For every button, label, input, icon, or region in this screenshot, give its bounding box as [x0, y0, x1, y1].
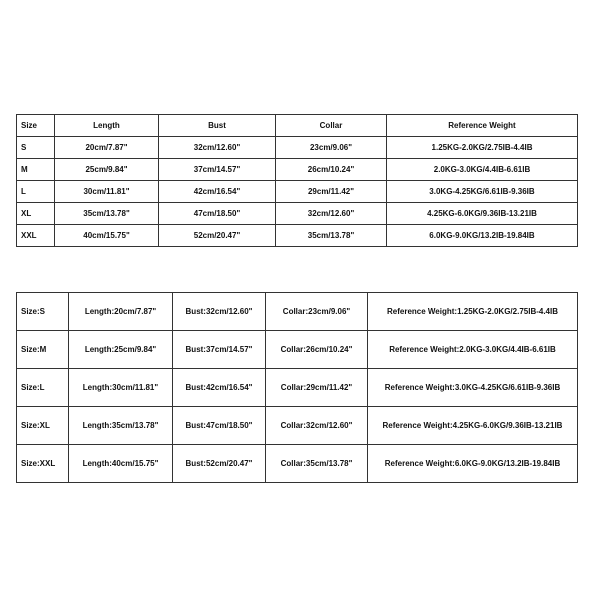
cell-reference-weight: Reference Weight:3.0KG-4.25KG/6.61IB-9.36IB [368, 369, 578, 407]
table-row [17, 225, 578, 247]
cell-size: M [17, 159, 55, 181]
table-header-row [17, 115, 578, 137]
cell-reference-weight: 6.0KG-9.0KG/13.2IB-19.84IB [387, 225, 578, 247]
cell-collar: Collar:35cm/13.78" [266, 445, 368, 483]
table-row [17, 407, 578, 445]
cell-bust: Bust:47cm/18.50" [173, 407, 266, 445]
cell-size: Size:S [17, 293, 69, 331]
table-row [17, 203, 578, 225]
cell-collar: 26cm/10.24" [276, 159, 387, 181]
cell-reference-weight: Reference Weight:1.25KG-2.0KG/2.75IB-4.4IB [368, 293, 578, 331]
cell-length: 30cm/11.81" [55, 181, 159, 203]
table-row [17, 331, 578, 369]
cell-reference-weight: Reference Weight:6.0KG-9.0KG/13.2IB-19.84IB [368, 445, 578, 483]
cell-length: Length:25cm/9.84" [69, 331, 173, 369]
cell-size: Size:L [17, 369, 69, 407]
cell-collar: Collar:26cm/10.24" [266, 331, 368, 369]
cell-bust: Bust:37cm/14.57" [173, 331, 266, 369]
cell-size: L [17, 181, 55, 203]
cell-length: 25cm/9.84" [55, 159, 159, 181]
size-chart-labeled-table [16, 292, 578, 483]
header-size: Size [17, 115, 55, 137]
cell-length: 20cm/7.87" [55, 137, 159, 159]
cell-size: S [17, 137, 55, 159]
cell-reference-weight: 4.25KG-6.0KG/9.36IB-13.21IB [387, 203, 578, 225]
cell-bust: Bust:32cm/12.60" [173, 293, 266, 331]
cell-size: XL [17, 203, 55, 225]
cell-length: 35cm/13.78" [55, 203, 159, 225]
cell-collar: 35cm/13.78" [276, 225, 387, 247]
table-row [17, 137, 578, 159]
cell-collar: Collar:29cm/11.42" [266, 369, 368, 407]
cell-size: Size:XXL [17, 445, 69, 483]
cell-bust: 42cm/16.54" [159, 181, 276, 203]
cell-reference-weight: Reference Weight:4.25KG-6.0KG/9.36IB-13.21IB [368, 407, 578, 445]
cell-reference-weight: 3.0KG-4.25KG/6.61IB-9.36IB [387, 181, 578, 203]
header-collar: Collar [276, 115, 387, 137]
table-row [17, 293, 578, 331]
cell-bust: 32cm/12.60" [159, 137, 276, 159]
header-reference-weight: Reference Weight [387, 115, 578, 137]
cell-length: Length:40cm/15.75" [69, 445, 173, 483]
cell-bust: Bust:52cm/20.47" [173, 445, 266, 483]
cell-bust: 52cm/20.47" [159, 225, 276, 247]
cell-bust: 47cm/18.50" [159, 203, 276, 225]
cell-size: Size:M [17, 331, 69, 369]
table-row [17, 369, 578, 407]
cell-reference-weight: 1.25KG-2.0KG/2.75IB-4.4IB [387, 137, 578, 159]
cell-length: Length:35cm/13.78" [69, 407, 173, 445]
cell-collar: 32cm/12.60" [276, 203, 387, 225]
size-chart-table [16, 114, 578, 247]
header-bust: Bust [159, 115, 276, 137]
cell-bust: 37cm/14.57" [159, 159, 276, 181]
cell-reference-weight: Reference Weight:2.0KG-3.0KG/4.4IB-6.61IB [368, 331, 578, 369]
table-row [17, 445, 578, 483]
cell-bust: Bust:42cm/16.54" [173, 369, 266, 407]
cell-collar: Collar:23cm/9.06" [266, 293, 368, 331]
table-row [17, 159, 578, 181]
cell-reference-weight: 2.0KG-3.0KG/4.4IB-6.61IB [387, 159, 578, 181]
table-row [17, 181, 578, 203]
header-length: Length [55, 115, 159, 137]
cell-collar: 29cm/11.42" [276, 181, 387, 203]
cell-length: Length:20cm/7.87" [69, 293, 173, 331]
cell-size: XXL [17, 225, 55, 247]
cell-collar: 23cm/9.06" [276, 137, 387, 159]
cell-length: 40cm/15.75" [55, 225, 159, 247]
cell-length: Length:30cm/11.81" [69, 369, 173, 407]
cell-size: Size:XL [17, 407, 69, 445]
cell-collar: Collar:32cm/12.60" [266, 407, 368, 445]
